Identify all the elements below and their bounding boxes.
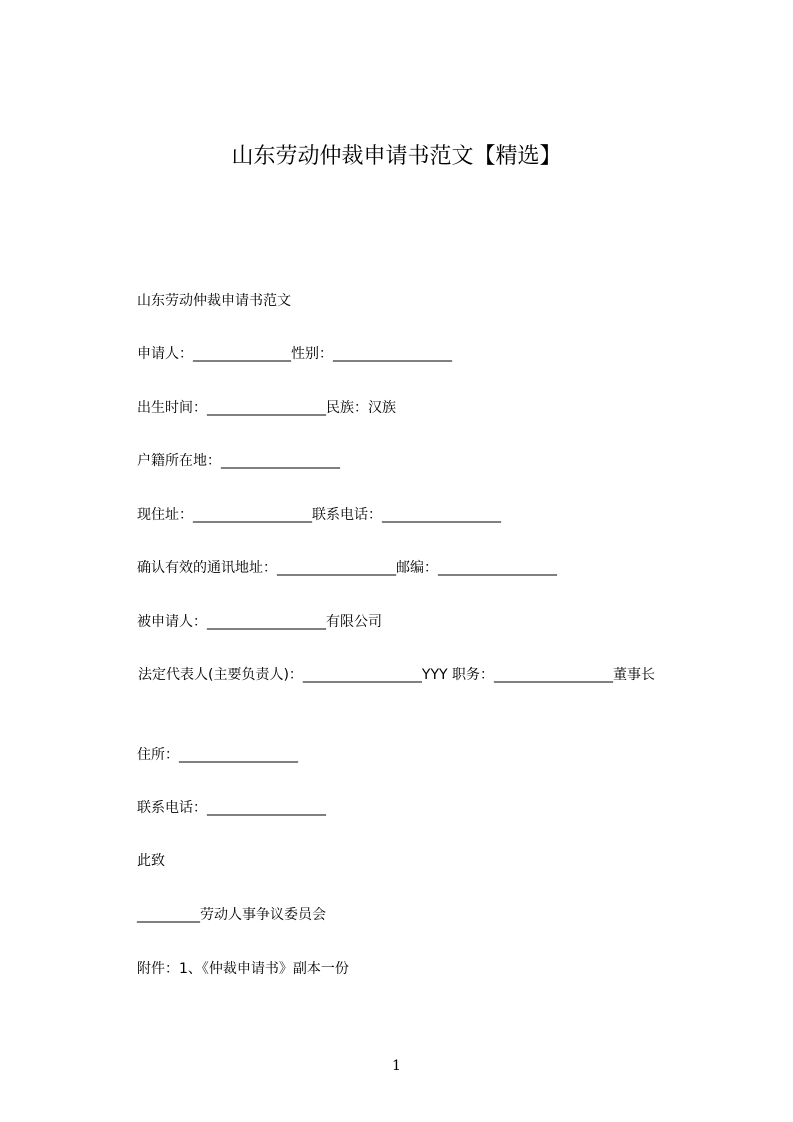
page-number: 1 — [392, 1058, 401, 1074]
domicile-line: 住所：_________________ — [137, 747, 298, 763]
attachment-line: 附件：1、《仲裁申请书》副本一份 — [137, 961, 349, 977]
document-title: 山东劳动仲裁申请书范文【精选】 — [231, 144, 562, 169]
household-registration-line: 户籍所在地：_________________ — [137, 453, 340, 469]
mailing-address-line: 确认有效的通讯地址：_________________邮编：_________________ — [137, 560, 557, 576]
contact-phone-line: 联系电话：_________________ — [137, 800, 326, 816]
birth-date-line: 出生时间：_________________民族：汉族 — [137, 400, 396, 416]
committee-line: _________劳动人事争议委员会 — [137, 907, 326, 923]
document-subtitle: 山东劳动仲裁申请书范文 — [137, 293, 291, 309]
salutation-line: 此致 — [137, 853, 165, 869]
current-address-line: 现住址：_________________联系电话：_________________ — [137, 507, 501, 523]
legal-representative-line: 法定代表人(主要负责人)：_________________YYY 职务：_________________董事长 — [138, 667, 656, 683]
applicant-line: 申请人：______________性别：_________________ — [137, 346, 452, 362]
respondent-line: 被申请人：_________________有限公司 — [137, 614, 382, 630]
